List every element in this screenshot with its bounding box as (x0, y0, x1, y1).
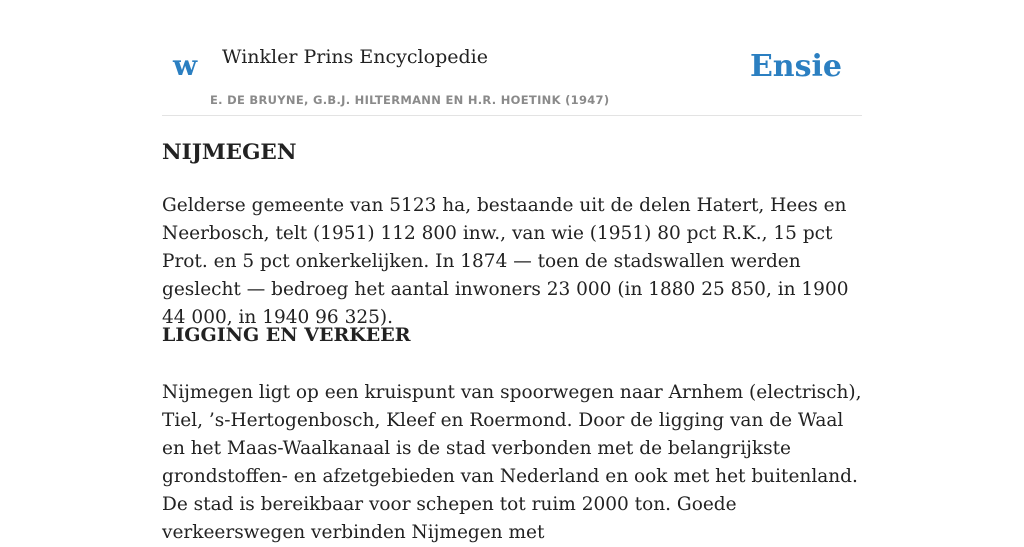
winkler-prins-logo[interactable]: w (173, 49, 198, 82)
article-paragraph: Gelderse gemeente van 5123 ha, bestaande uit de delen Hatert, Hees en Neerbosch, telt (1951) 112 800 inw., van wie (1951) 80 pct R.K., 15 pct Prot. en 5 pct onkerkelijken. In 1874 — toen de stadswallen werden geslecht — bedroeg het aantal inwoners 23 000 (in 1880 25 850, in 1900 44 000, in 1940 96 325). (162, 195, 849, 328)
source-header (162, 0, 862, 116)
article-paragraph: Nijmegen ligt op een kruispunt van spoorwegen naar Arnhem (electrisch), Tiel, ’s-Hertogenbosch, Kleef en Roermond. Door de ligging van de Waal en het Maas-Waalkanaal is de stad verbonden met de belangrijkste grondstoffen- en afzetgebieden van Nederland en ook met het buitenland. De stad is bereikbaar voor schepen tot ruim 2000 ton. Goede verkeerswegen verbinden Nijmegen met (162, 382, 862, 543)
source-authors: E. DE BRUYNE, G.B.J. HILTERMANN EN H.R. HOETINK (1947) (210, 93, 610, 107)
section-heading: LIGGING EN VERKEER (162, 324, 411, 346)
article-title: NIJMEGEN (162, 140, 297, 165)
article-page (162, 0, 862, 543)
source-title[interactable]: Winkler Prins Encyclopedie (222, 46, 488, 68)
ensie-logo[interactable]: Ensie (749, 49, 842, 84)
